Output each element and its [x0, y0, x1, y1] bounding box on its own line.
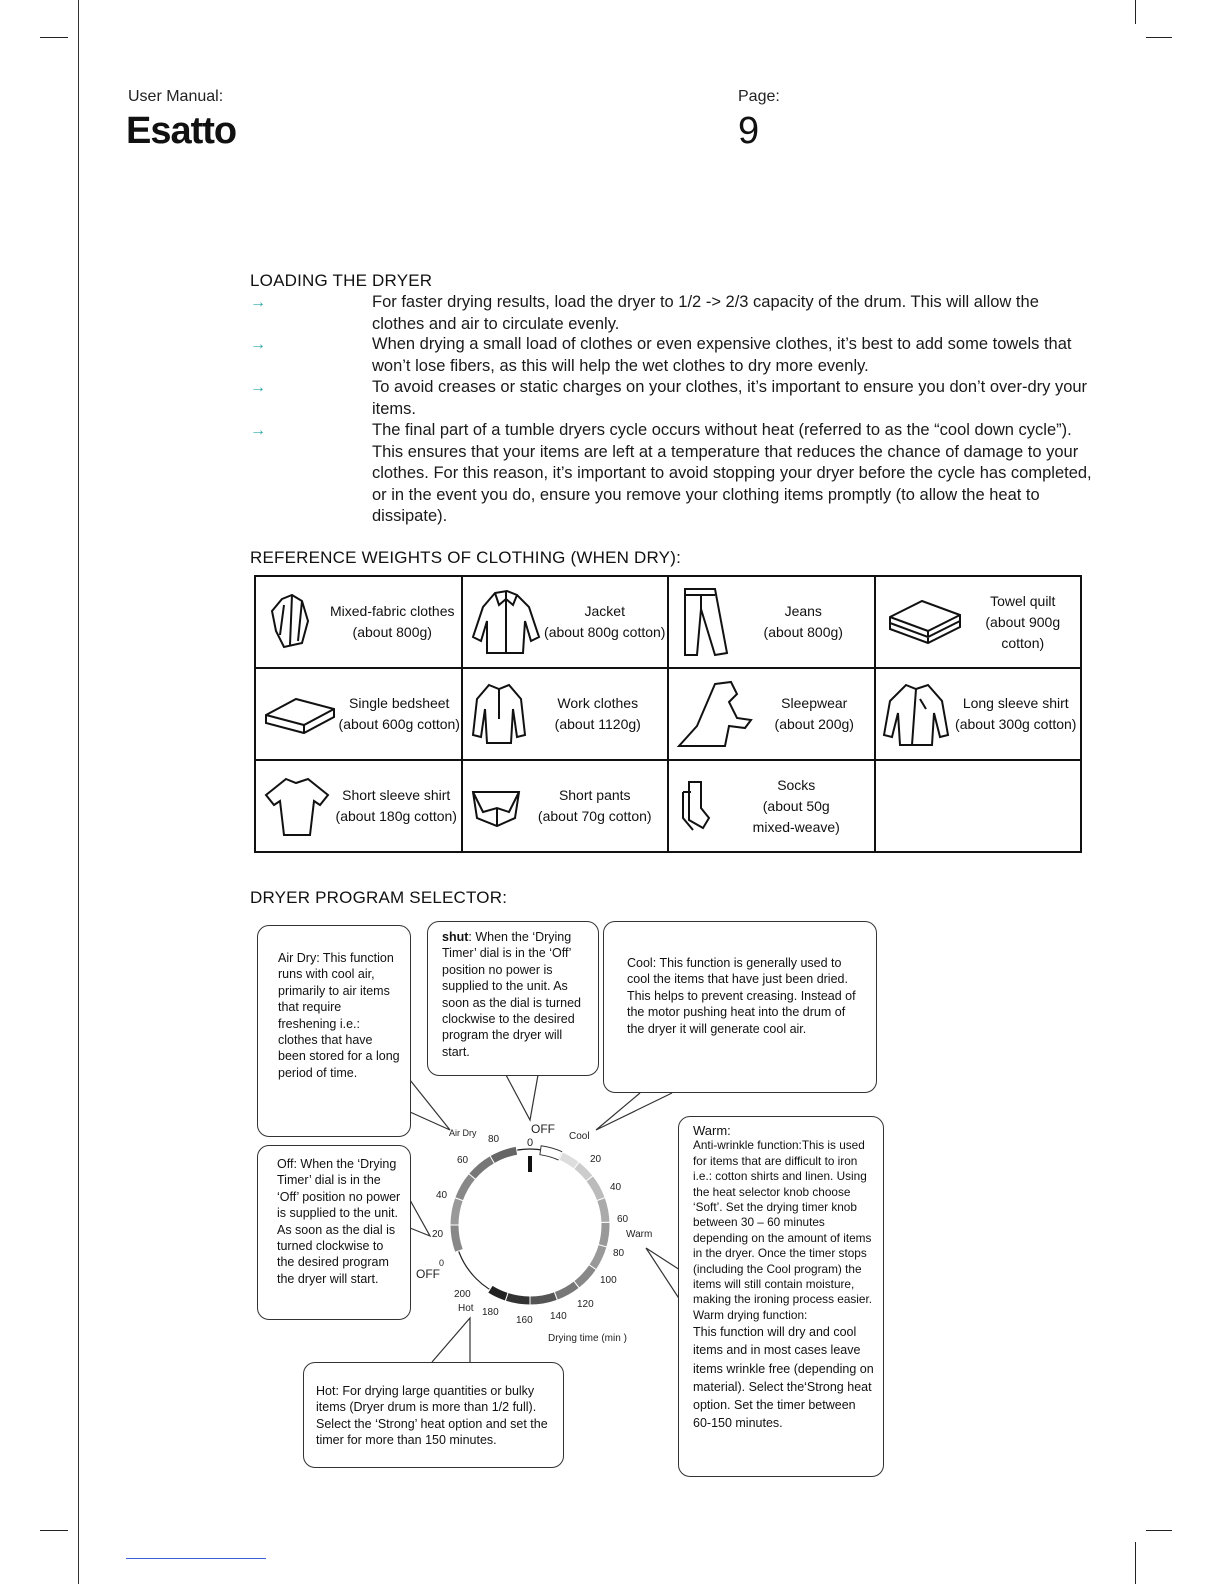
item-name: Jacket	[584, 603, 625, 619]
off-pointer	[410, 1200, 430, 1236]
cool-body: This function is generally used to cool the items that have just been dried. This helps to prevent creasing. Instead of the motor pushing heat into the drum of the dryer it will generate cool air.	[627, 956, 856, 1036]
dial-cool-label: Cool	[569, 1131, 590, 1142]
item-weight: (about 1120g)	[554, 716, 641, 732]
off-callout	[257, 1145, 411, 1320]
item-weight-extra: mixed-weave)	[752, 818, 840, 835]
item-name: Mixed-fabric clothes	[330, 603, 455, 619]
dial-l60-label: 60	[457, 1155, 469, 1166]
item-name: Work clothes	[557, 695, 639, 711]
arrow-icon: →	[250, 294, 266, 311]
cool-callout	[603, 921, 877, 1093]
selector-section-title: DRYER PROGRAM SELECTOR:	[250, 888, 508, 907]
dial-b180-label: 180	[482, 1307, 499, 1318]
bullet-text: When drying a small load of clothes or even expensive clothes, it’s best to add some towels that won’t lose fibers, as this will help the wet clothes to dry more evenly.	[372, 335, 1072, 375]
item-weight: (about 600g cotton)	[338, 716, 460, 732]
item-weight: (about 900g	[985, 613, 1061, 630]
warm-drying-head: Warm drying function:	[693, 1307, 808, 1322]
dial-zero-top-label: 0	[527, 1137, 534, 1149]
shut-callout	[427, 921, 599, 1076]
dial-zero-left-label: 0	[439, 1258, 445, 1268]
item-weight: (about 70g cotton)	[537, 808, 652, 824]
dial-l40-label: 40	[436, 1190, 448, 1201]
arrow-icon: →	[250, 422, 266, 439]
warm-drying-body: This function will dry and cool items and in most cases leave items wrinkle free (depending on material). Select the‘Strong heat option. Set the timer between 60-150 minutes.	[693, 1325, 874, 1431]
dial-caption: Drying time (min )	[548, 1333, 627, 1344]
dial-r100-label: 100	[600, 1275, 617, 1286]
item-name: Towel quilt	[990, 592, 1056, 609]
item-weight: (about 800g)	[352, 624, 432, 640]
loading-section-title: LOADING THE DRYER	[250, 271, 433, 290]
dial-r60-label: 60	[617, 1214, 629, 1225]
footer-rule	[126, 1558, 266, 1559]
item-name: Short sleeve shirt	[342, 787, 451, 803]
shut-pointer	[506, 1075, 538, 1120]
dial-r80-label: 80	[613, 1248, 625, 1259]
air-dry-pointer	[410, 1080, 450, 1130]
bullet-text: The final part of a tumble dryers cycle occurs without heat (referred to as the “cool down cycle”). This ensures that your items are left at a temperature that reduces the chance of damage to your clothes. For this reason, it’s important to avoid stopping your dryer before the cycle has completed, or in the event you do, ensure you remove your clothing items promptly (to allow the heat to dissipate).	[372, 421, 1092, 525]
bullet-text: For faster drying results, load the dryer to 1/2 -> 2/3 capacity of the drum. This will allow the clothes and air to circulate evenly.	[372, 293, 1039, 333]
dial-l20-label: 20	[432, 1229, 444, 1240]
cool-pointer	[596, 1093, 672, 1130]
warm-anti-wrinkle: Anti-wrinkle function:This is used for items that are difficult to iron i.e.: cotton shirts and linen. Using the heat selector knob choose ‘Soft’. Set the drying timer knob between 30 – 60 minutes depending on the amount of items in the dryer. Once the timer stops (including the Cool program) the items will still contain moisture, making the ironing process easier.	[693, 1138, 873, 1307]
hot-pointer	[432, 1318, 470, 1362]
air-dry-callout	[257, 925, 411, 1137]
item-weight: (about 50g	[762, 797, 830, 814]
dial-air-dry-label: Air Dry	[449, 1128, 477, 1138]
hot-callout	[303, 1362, 564, 1468]
item-name: Single bedsheet	[349, 695, 450, 711]
dial-warm-label: Warm	[626, 1229, 653, 1240]
dial-r20-label: 20	[590, 1154, 602, 1165]
warm-pointer	[646, 1248, 680, 1300]
item-name: Jeans	[784, 603, 822, 619]
item-weight: (about 200g)	[774, 716, 854, 732]
off-body: When the ‘Drying Timer’ dial is in the ‘Off’ position no power is supplied to the unit. As soon as the dial is turned clockwise to the desired program the dryer will start.	[277, 1157, 401, 1286]
item-weight: (about 800g)	[763, 624, 843, 640]
manual-label: User Manual:	[128, 88, 224, 105]
dial-l80-label: 80	[488, 1134, 500, 1145]
shut-body: : When the ‘Drying Timer’ dial is in the ‘Off’ position no power is supplied to the unit. As soon as the dial is turned clockwise to the desired program the dryer will start.	[442, 930, 581, 1059]
item-weight-extra: cotton)	[1001, 634, 1045, 651]
dial-off-left-label: OFF	[416, 1267, 440, 1281]
warm-head: Warm:	[693, 1123, 731, 1138]
weights-section-title: REFERENCE WEIGHTS OF CLOTHING (WHEN DRY):	[250, 548, 682, 567]
dial-off-top-label: OFF	[531, 1122, 555, 1136]
arrow-icon: →	[250, 336, 266, 353]
bullet-text: To avoid creases or static charges on your clothes, it’s important to ensure you don’t over-dry your items.	[372, 378, 1088, 418]
item-name: Short pants	[558, 787, 631, 803]
dial-b140-label: 140	[550, 1311, 567, 1322]
air-dry-head: Air Dry:	[278, 951, 320, 965]
dial-b160-label: 160	[516, 1315, 533, 1326]
dial-r40-label: 40	[610, 1182, 622, 1193]
item-weight: (about 300g cotton)	[955, 716, 1077, 732]
dial-pointer	[528, 1156, 532, 1172]
warm-callout	[678, 1116, 884, 1477]
item-weight: (about 800g cotton)	[544, 624, 666, 640]
hot-head: Hot:	[316, 1384, 339, 1398]
page-number: 9	[738, 110, 760, 152]
air-dry-body: This function runs with cool air, primarily to air items that require freshening i.e.: clothes that have been stored for a long period of time.	[278, 951, 400, 1080]
item-name: Long sleeve shirt	[962, 695, 1069, 711]
dial-hot-label: Hot	[458, 1303, 474, 1314]
shut-head: shut	[442, 930, 469, 944]
dial-b200-label: 200	[454, 1289, 471, 1300]
cool-head: Cool:	[627, 956, 657, 970]
item-weight: (about 180g cotton)	[335, 808, 457, 824]
page-label: Page:	[738, 88, 780, 105]
dial-r120-label: 120	[577, 1299, 594, 1310]
item-name: Socks	[777, 776, 816, 793]
arrow-icon: →	[250, 379, 266, 396]
off-head: Off:	[277, 1157, 297, 1171]
item-name: Sleepwear	[781, 695, 848, 711]
hot-body: For drying large quantities or bulky items (Dryer drum is more than 1/2 full). Select the ‘Strong’ heat option and set the timer for more than 150 minutes.	[316, 1384, 548, 1448]
brand-title: Esatto	[126, 110, 237, 152]
